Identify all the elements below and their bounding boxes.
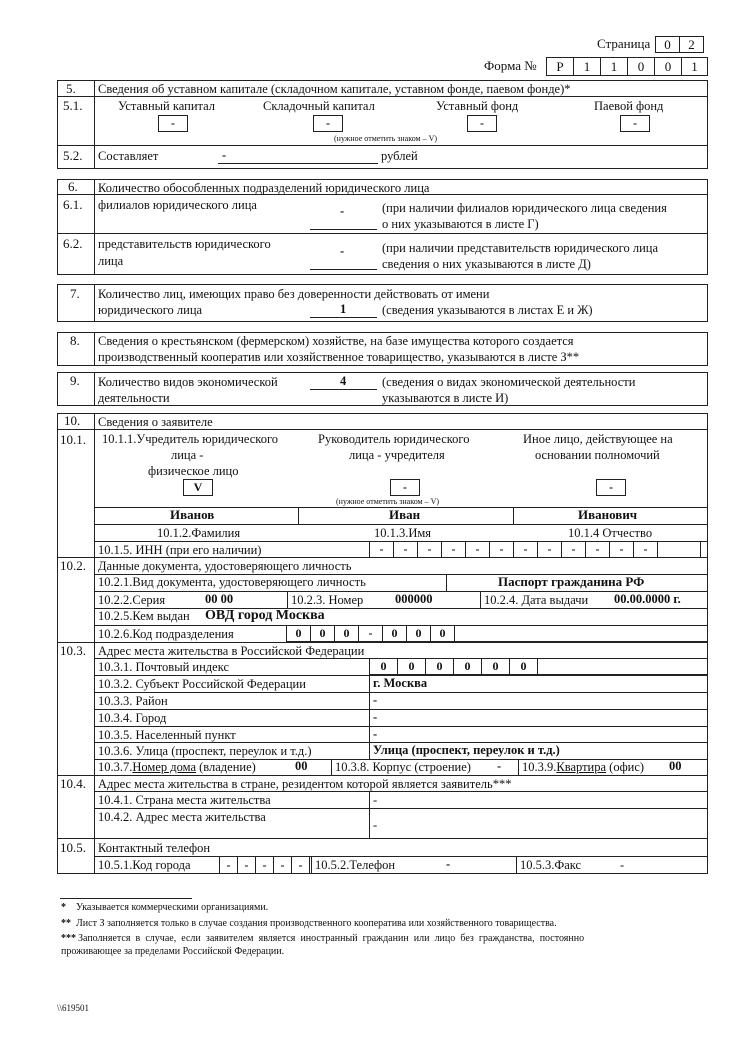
footnote-mark: *** bbox=[61, 933, 76, 944]
signatories-value[interactable]: 1 bbox=[340, 302, 347, 316]
section-number: 7. bbox=[70, 286, 80, 301]
row-divider bbox=[57, 145, 708, 146]
form-code-char: Р bbox=[546, 57, 574, 76]
row-divider bbox=[94, 692, 708, 693]
section-number: 10.4. bbox=[60, 776, 86, 791]
section-title: Сведения об уставном капитале (складочном капитале, уставном фонде, паевом фонде)* bbox=[98, 82, 571, 96]
activity-count-label: Количество видов экономической bbox=[98, 375, 278, 389]
empty-cell bbox=[657, 541, 701, 558]
checkbox-charter-capital[interactable]: - bbox=[158, 115, 188, 132]
country-value[interactable]: - bbox=[373, 793, 378, 807]
amount-label: Составляет bbox=[98, 149, 159, 163]
inn-cell[interactable]: - bbox=[465, 541, 490, 558]
row-divider bbox=[57, 642, 708, 643]
inn-cell[interactable]: - bbox=[513, 541, 538, 558]
house-label bbox=[98, 760, 256, 774]
row-divider bbox=[57, 233, 708, 234]
applicant-type-label: Руководитель юридического bbox=[318, 432, 470, 446]
checkbox-charter-fund[interactable]: - bbox=[467, 115, 497, 132]
division-code-label: 10.2.6.Код подразделения bbox=[98, 627, 234, 641]
page-digit: 0 bbox=[655, 36, 680, 53]
footnote-text: Заполняется в случае, если заявителем является иностранный гражданин или лицо без гражданства, постоянно bbox=[78, 933, 585, 944]
footnote-mark: ** bbox=[61, 918, 71, 929]
row-divider bbox=[94, 524, 708, 525]
column-divider bbox=[518, 759, 519, 775]
row-divider bbox=[94, 808, 708, 809]
applicant-type-label: лица - учредителя bbox=[349, 448, 445, 462]
branches-note: (при наличии филиалов юридического лица сведения bbox=[382, 201, 667, 215]
row-divider bbox=[57, 775, 708, 776]
address-title: Адрес места жительства в Российской Федерации bbox=[98, 644, 365, 658]
column-divider bbox=[331, 759, 332, 775]
inn-cell[interactable]: - bbox=[537, 541, 562, 558]
capital-type-label: Уставный фонд bbox=[436, 99, 519, 113]
section-number: 6. bbox=[68, 179, 78, 194]
page-digit: 2 bbox=[679, 36, 704, 53]
column-divider bbox=[369, 791, 370, 838]
section-number: 10.2. bbox=[60, 558, 86, 573]
representations-note: сведения о них указываются в листе Д) bbox=[382, 257, 591, 271]
representations-value[interactable]: - bbox=[340, 244, 345, 258]
section-number: 5.1. bbox=[63, 98, 83, 113]
section-number: 5. bbox=[66, 81, 76, 96]
branches-value[interactable]: - bbox=[340, 204, 345, 218]
inn-cell[interactable]: - bbox=[369, 541, 394, 558]
inn-cell[interactable]: - bbox=[417, 541, 442, 558]
section-title: Сведения о заявителе bbox=[98, 415, 213, 429]
section-title: Количество обособленных подразделений юридического лица bbox=[98, 181, 430, 195]
row-divider bbox=[57, 838, 708, 839]
mark-instruction: (нужное отметить знаком – V) bbox=[334, 134, 438, 143]
amount-unit: рублей bbox=[381, 149, 418, 163]
section-number: 5.2. bbox=[63, 148, 83, 163]
issue-date-label: 10.2.4. Дата выдачи bbox=[484, 593, 589, 607]
section-number: 9. bbox=[70, 373, 80, 388]
checkbox-founder-individual[interactable]: V bbox=[183, 479, 213, 496]
column-divider bbox=[516, 856, 517, 874]
capital-type-label: Складочный капитал bbox=[263, 99, 375, 113]
amount-value[interactable]: - bbox=[222, 148, 227, 162]
section-number: 8. bbox=[70, 333, 80, 348]
signatories-label: Количество лиц, имеющих право без доверенности действовать от имени bbox=[98, 287, 490, 301]
flat-label bbox=[522, 760, 644, 774]
patronymic-value[interactable]: Иванович bbox=[578, 507, 638, 522]
patronymic-label: 10.1.4 Отчество bbox=[568, 526, 653, 540]
issue-date-value[interactable]: 00.00.0000 г. bbox=[614, 592, 681, 606]
form-code-char: 1 bbox=[573, 57, 601, 76]
postcode-cell[interactable]: 0 bbox=[481, 658, 510, 675]
footnote-separator bbox=[60, 898, 192, 899]
underline bbox=[310, 229, 377, 230]
division-code-cell[interactable]: - bbox=[358, 625, 383, 642]
surname-value[interactable]: Иванов bbox=[170, 507, 215, 522]
district-value[interactable]: - bbox=[373, 693, 378, 707]
region-value[interactable]: г. Москва bbox=[373, 676, 428, 690]
representations-note: (при наличии представительств юридического лица bbox=[382, 241, 659, 255]
form-code-char: 0 bbox=[627, 57, 655, 76]
postcode-cell[interactable]: 0 bbox=[369, 658, 398, 675]
checkbox-mutual-fund[interactable]: - bbox=[620, 115, 650, 132]
city-code-cell[interactable]: - bbox=[255, 856, 274, 874]
fax-label: 10.5.3.Факс bbox=[520, 858, 582, 872]
postcode-cell[interactable]: 0 bbox=[397, 658, 426, 675]
branches-note: о них указываются в листе Г) bbox=[382, 217, 539, 231]
signatories-label: юридического лица bbox=[98, 303, 203, 317]
column-divider bbox=[480, 591, 481, 608]
phone-value[interactable]: - bbox=[446, 857, 451, 871]
footnote-text: Лист З заполняется только в случае создания производственного кооператива или хозяйственного товарищества. bbox=[76, 918, 557, 929]
capital-type-label: Паевой фонд bbox=[594, 99, 664, 113]
column-divider bbox=[94, 80, 95, 169]
row-divider bbox=[94, 856, 708, 857]
number-label: 10.2.3. Номер bbox=[291, 593, 364, 607]
flat-label-text: Квартира bbox=[556, 760, 607, 774]
applicant-type-label: физическое лицо bbox=[148, 464, 239, 478]
section-number: 10.5. bbox=[60, 840, 86, 855]
representations-label: представительств юридического bbox=[98, 237, 271, 251]
id-document-title: Данные документа, удостоверяющего личность bbox=[98, 559, 352, 573]
issued-by-value[interactable]: ОВД город Москва bbox=[205, 608, 325, 623]
division-code-cell[interactable]: 0 bbox=[310, 625, 335, 642]
underline bbox=[310, 389, 377, 390]
checkbox-founder-head[interactable]: - bbox=[390, 479, 420, 496]
checkbox-authorized-person[interactable]: - bbox=[596, 479, 626, 496]
column-divider bbox=[94, 372, 95, 406]
row-divider bbox=[94, 791, 708, 792]
activity-count-note: (сведения о видах экономической деятельности bbox=[382, 375, 636, 389]
empty-cell bbox=[454, 625, 708, 642]
underline bbox=[310, 269, 377, 270]
inn-cell[interactable]: - bbox=[489, 541, 514, 558]
section-number: 10.1. bbox=[60, 432, 86, 447]
applicant-type-label: основании полномочий bbox=[535, 448, 660, 462]
activity-count-label: деятельности bbox=[98, 391, 170, 405]
city-code-label: 10.5.1.Код города bbox=[98, 858, 191, 872]
document-id: \\619501 bbox=[57, 1003, 90, 1013]
inn-cell[interactable]: - bbox=[609, 541, 634, 558]
address-field-label: 10.3.1. Почтовый индекс bbox=[98, 660, 229, 674]
doc-type-label: 10.2.1.Вид документа, удостоверяющего личность bbox=[98, 575, 366, 589]
name-value[interactable]: Иван bbox=[389, 507, 421, 522]
column-divider bbox=[287, 591, 288, 608]
underline bbox=[310, 317, 377, 318]
form-label: Форма № bbox=[484, 58, 537, 73]
section-number: 10. bbox=[64, 413, 81, 428]
division-code-cell[interactable]: 0 bbox=[286, 625, 311, 642]
footnote-text: проживающее за пределами Российской Федерации. bbox=[61, 946, 285, 957]
house-num: 10.3.7. bbox=[98, 760, 133, 774]
row-divider bbox=[94, 709, 708, 710]
surname-label: 10.1.2.Фамилия bbox=[157, 526, 241, 540]
division-code-cell[interactable]: 0 bbox=[406, 625, 431, 642]
footnote-mark: * bbox=[61, 902, 66, 913]
form-code-char: 1 bbox=[681, 57, 708, 76]
column-divider bbox=[94, 413, 95, 874]
activity-count-note: указываются в листе И) bbox=[382, 391, 509, 405]
column-divider bbox=[513, 507, 514, 524]
inn-cell[interactable]: - bbox=[585, 541, 610, 558]
postcode-cell[interactable]: 0 bbox=[425, 658, 454, 675]
column-divider bbox=[94, 284, 95, 322]
postcode-cell[interactable]: 0 bbox=[453, 658, 482, 675]
capital-type-label: Уставный капитал bbox=[118, 99, 216, 113]
address-field-label: 10.3.5. Населенный пункт bbox=[98, 728, 236, 742]
address-field-label: 10.3.6. Улица (проспект, переулок и т.д.) bbox=[98, 744, 312, 758]
house-suffix: (владение) bbox=[199, 760, 256, 774]
house-value[interactable]: 00 bbox=[295, 759, 308, 773]
inn-cell[interactable]: - bbox=[441, 541, 466, 558]
applicant-type-label: Иное лицо, действующее на bbox=[523, 432, 673, 446]
series-value[interactable]: 00 00 bbox=[205, 592, 234, 606]
issued-by-label: 10.2.5.Кем выдан bbox=[98, 609, 190, 623]
footnote-text: Указывается коммерческими организациями. bbox=[76, 902, 269, 913]
empty-cell bbox=[537, 658, 708, 675]
inn-label: 10.1.5. ИНН (при его наличии) bbox=[98, 543, 262, 557]
address-field-label: 10.3.3. Район bbox=[98, 694, 168, 708]
number-value[interactable]: 000000 bbox=[395, 592, 433, 606]
building-value[interactable]: - bbox=[497, 759, 502, 773]
city-code-cell[interactable]: - bbox=[273, 856, 292, 874]
flat-suffix: (офис) bbox=[609, 760, 645, 774]
mark-instruction: (нужное отметить знаком – V) bbox=[336, 497, 440, 506]
section-number: 6.1. bbox=[63, 197, 83, 212]
row-divider bbox=[94, 726, 708, 727]
series-label: 10.2.2.Серия bbox=[98, 593, 166, 607]
representations-label: лица bbox=[98, 254, 124, 268]
flat-num: 10.3.9. bbox=[522, 760, 557, 774]
division-code-cell[interactable]: 0 bbox=[382, 625, 407, 642]
locality-value[interactable]: - bbox=[373, 727, 378, 741]
fax-value[interactable]: - bbox=[620, 858, 625, 872]
underline bbox=[218, 163, 378, 164]
inn-cell[interactable]: - bbox=[633, 541, 658, 558]
applicant-type-label: лица - bbox=[171, 448, 204, 462]
doc-type-value[interactable]: Паспорт гражданина РФ bbox=[498, 574, 645, 589]
phone-label: 10.5.2.Телефон bbox=[315, 858, 396, 872]
building-label: 10.3.8. Корпус (строение) bbox=[335, 760, 471, 774]
city-value[interactable]: - bbox=[373, 710, 378, 724]
column-divider bbox=[219, 856, 220, 874]
section-number: 6.2. bbox=[63, 236, 83, 251]
farm-info-text: Сведения о крестьянском (фермерском) хозяйстве, на базе имущества которого создается bbox=[98, 334, 574, 348]
house-label-text: Номер дома bbox=[132, 760, 196, 774]
city-code-cell[interactable]: - bbox=[237, 856, 256, 874]
foreign-address-title: Адрес места жительства в стране, резидентом которой является заявитель*** bbox=[98, 777, 512, 791]
flat-value[interactable]: 00 bbox=[669, 759, 682, 773]
contact-phone-title: Контактный телефон bbox=[98, 841, 211, 855]
applicant-type-label: 10.1.1.Учредитель юридического bbox=[102, 432, 279, 446]
column-divider bbox=[94, 332, 95, 366]
branches-label: филиалов юридического лица bbox=[98, 198, 257, 212]
form-code-char: 1 bbox=[600, 57, 628, 76]
farm-info-text: производственный кооператив или хозяйственное товарищество, указываются в листе З** bbox=[98, 350, 580, 364]
inn-cell[interactable]: - bbox=[393, 541, 418, 558]
foreign-address-label: 10.4.2. Адрес места жительства bbox=[98, 810, 266, 824]
street-value[interactable]: Улица (проспект, переулок и т.д.) bbox=[373, 743, 560, 757]
activity-count-value[interactable]: 4 bbox=[340, 374, 347, 388]
column-divider bbox=[446, 574, 447, 591]
column-divider bbox=[311, 856, 312, 874]
foreign-address-value[interactable]: - bbox=[373, 818, 378, 832]
city-code-cell[interactable]: - bbox=[219, 856, 238, 874]
name-label: 10.1.3.Имя bbox=[374, 526, 432, 540]
postcode-cell[interactable]: 0 bbox=[509, 658, 538, 675]
division-code-cell[interactable]: 0 bbox=[334, 625, 359, 642]
signatories-note: (сведения указываются в листах Е и Ж) bbox=[382, 303, 593, 317]
country-label: 10.4.1. Страна места жительства bbox=[98, 793, 271, 807]
division-code-cell[interactable]: 0 bbox=[430, 625, 455, 642]
city-code-cell[interactable]: - bbox=[291, 856, 310, 874]
address-field-label: 10.3.2. Субъект Российской Федерации bbox=[98, 677, 306, 691]
address-field-label: 10.3.4. Город bbox=[98, 711, 167, 725]
checkbox-share-capital[interactable]: - bbox=[313, 115, 343, 132]
page-label: Страница bbox=[597, 36, 651, 51]
inn-cell[interactable]: - bbox=[561, 541, 586, 558]
form-code-char: 0 bbox=[654, 57, 682, 76]
column-divider bbox=[298, 507, 299, 524]
row-divider bbox=[57, 557, 708, 558]
section-number: 10.3. bbox=[60, 643, 86, 658]
